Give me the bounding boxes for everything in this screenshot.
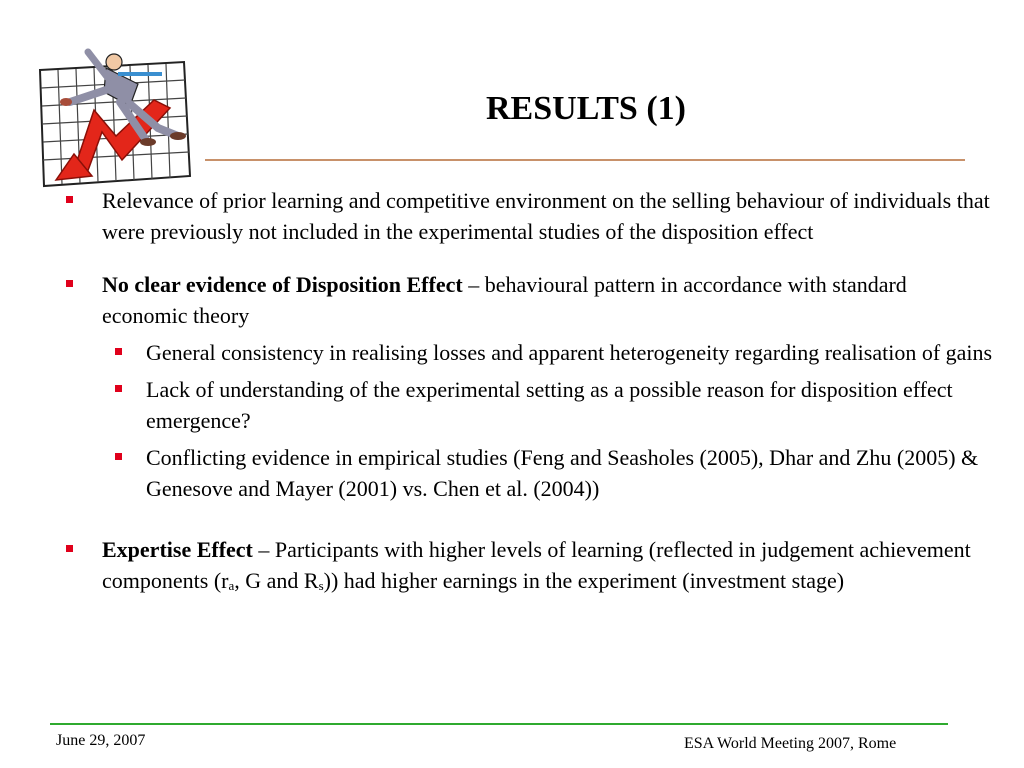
sub-bullet-item [60,337,995,368]
sub-bullet-item [60,374,995,436]
footer-divider [50,723,948,725]
sub-bullet-text: Lack of understanding of the experimental setting as a possible reason for disposition effect emergence? [146,377,953,433]
bullet-text: – Participants with higher levels of learning (reflected in judgement achievement components (r [102,537,971,593]
businessman-falling-chart-icon [34,44,202,190]
bullet-list [60,185,995,601]
slide-title: RESULTS (1) [486,90,686,127]
square-bullet-icon [115,348,122,355]
subscript-s: s [318,578,324,593]
bullet-item [60,534,995,601]
square-bullet-icon [115,453,122,460]
bullet-text: , G and R [234,568,319,593]
bullet-bold-lead: No clear evidence of Disposition Effect [102,272,463,297]
square-bullet-icon [115,385,122,392]
square-bullet-icon [66,545,73,552]
footer-event: ESA World Meeting 2007, Rome [684,735,897,752]
bullet-text: )) had higher earnings in the experiment (investment stage) [323,568,845,593]
footer-date: June 29, 2007 [56,732,146,749]
bullet-text: – behavioural pattern in accordance with standard economic theory [102,272,907,328]
bullet-bold-lead: Expertise Effect [102,537,253,562]
sub-bullet-item [60,442,995,504]
sub-bullet-text: Conflicting evidence in empirical studies (Feng and Seasholes (2005), Dhar and Zhu (2005) & Genesove and Mayer (2001) vs. Chen et al. (2004)) [146,445,979,501]
title-divider [205,159,965,161]
bullet-text: Relevance of prior learning and competitive environment on the selling behaviour of individuals that were previously not included in the experimental studies of the disposition effect [102,188,990,244]
square-bullet-icon [66,280,73,287]
square-bullet-icon [66,196,73,203]
clipart-businessman-chart [34,44,202,190]
sub-bullet-text: General consistency in realising losses and apparent heterogeneity regarding realisation of gains [146,340,993,365]
subscript-a: a [228,578,235,593]
bullet-item [60,185,995,247]
bullet-item [60,269,995,331]
